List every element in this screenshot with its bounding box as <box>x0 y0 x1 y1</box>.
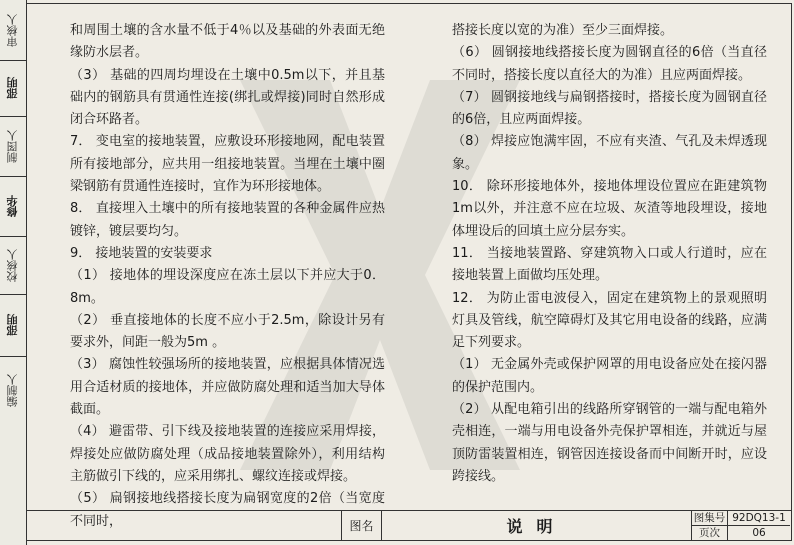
drawing-name-label-cell <box>342 511 382 540</box>
paragraph: 7． 变电室的接地装置，应敷设环形接地网，配电装置所有接地部分，应共用一组接地装置。当埋在土壤中圈梁钢筋有贯通性连接时，宜作为环形接地体。 <box>70 134 385 195</box>
sidebar-cell-drafter-label: 制图人 <box>0 116 26 177</box>
signature-strip <box>0 0 27 545</box>
paragraph: （2） 从配电箱引出的线路所穿钢管的一端与配电箱外壳相连，一端与用电设备外壳保护罩相连，并就近与屋顶防雷装置相连，钢管因连接设备而中间断开时，应设跨接线。 <box>452 402 767 484</box>
page-number-label: 页次 <box>692 526 728 541</box>
page-number-value: 06 <box>752 526 766 539</box>
paragraph: （1） 接地体的埋设深度应在冻土层以下并应大于0．8m。 <box>70 268 385 306</box>
atlas-number-value: 92DQ13-1 <box>728 511 790 526</box>
drawing-name-label: 图名 <box>349 519 374 533</box>
sidebar-cell-reviewer-label: 审核人 <box>0 0 26 61</box>
text-column-right <box>452 20 767 488</box>
paragraph: 10． 除环形接地体外，接地体埋设位置应在距建筑物1m以外，并注意不应在垃圾、灰渣等地段埋设，接地体埋设后的回填土应分层夯实。 <box>452 179 767 239</box>
title-block <box>26 510 792 541</box>
paragraph: 搭接长度以宽的为准）至少三面焊接。 <box>452 23 674 38</box>
paragraph: 和周围土壤的含水量不低于4％以及基础的外表面无绝缘防水层者。 <box>70 23 385 61</box>
title-block-blank <box>26 511 342 540</box>
paragraph: （3） 腐蚀性较强场所的接地装置，应根据具体情况选用合适材质的接地体，并应做防腐处理和适当加大导体截面。 <box>70 357 385 418</box>
paragraph: 11． 当接地装置路、穿建筑物入口或人行道时，应在接地装置上面做均压处理。 <box>452 245 767 284</box>
paragraph: （1） 无金属外壳或保护网罩的用电设备应处在接闪器的保护范围内。 <box>452 357 767 395</box>
drawing-title: 说明 <box>506 517 567 536</box>
paragraph: 8． 直接埋入土壤中的所有接地装置的各种金属件应热镀锌，镀层要均匀。 <box>70 201 385 239</box>
paragraph: （8） 焊接应饱满牢固，不应有夹渣、气孔及未焊透现象。 <box>452 134 767 172</box>
atlas-number-label: 图集号 <box>692 511 728 526</box>
sidebar-cell-drafter-signature: 修华 <box>0 176 26 237</box>
sidebar-cell-reviewer-signature: 邵明 <box>0 60 26 117</box>
sidebar-cell-checker-signature: 邵明 <box>0 294 26 357</box>
sidebar-cell-compiler-label: 编制人 <box>6 373 19 407</box>
drawing-title-cell <box>382 511 692 540</box>
paragraph: （7） 圆钢接地线与扁钢搭接时，搭接长度为圆钢直径的6倍，且应两面焊接。 <box>452 89 767 128</box>
paragraph: 12． 为防止雷电波侵入，固定在建筑物上的景观照明灯具及管线，航空障碍灯及其它用电设备的线路，应满足下列要求。 <box>452 290 767 351</box>
paragraph: （3） 基础的四周均埋设在土壤中0.5m以下，并且基础内的钢筋具有贯通性连接(绑扎或焊接)同时自然形成闭合环路者。 <box>70 67 385 128</box>
atlas-info <box>692 511 790 540</box>
paragraph: （5） 扁钢接地线搭接长度为扁钢宽度的2倍（当宽度不同时， <box>70 491 385 529</box>
sidebar-cell-checker-label: 校核人 <box>0 236 26 295</box>
paragraph: （4） 避雷带、引下线及接地装置的连接应采用焊接，焊接处应做防腐处理（成品接地装置除外），利用结构主筋做引下线的，应采用绑扎、螺纹连接或焊接。 <box>70 424 385 484</box>
paragraph: 9． 接地装置的安装要求 <box>70 245 213 261</box>
paragraph: （6） 圆钢接地线搭接长度为圆钢直径的6倍（当直径不同时，搭接长度以直径大的为准）且应两面焊接。 <box>452 45 767 83</box>
paragraph: （2） 垂直接地体的长度不应小于2.5m，除设计另有要求外，间距一般为5m 。 <box>70 312 385 351</box>
text-column-left <box>70 20 385 533</box>
